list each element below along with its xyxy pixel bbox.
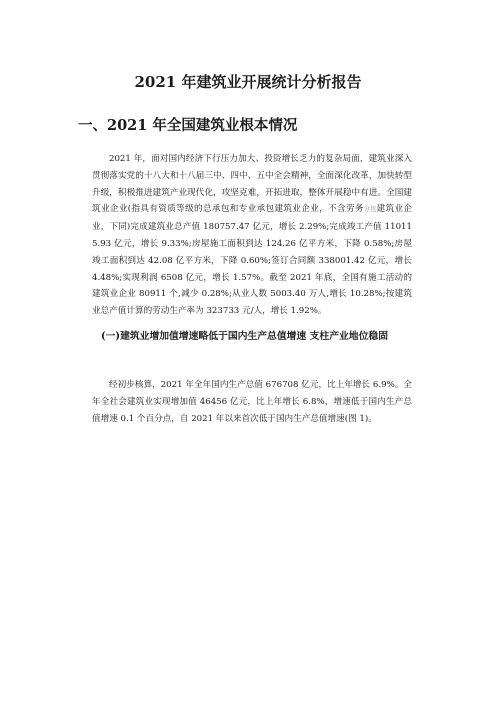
body-paragraph-2: 经初步核算，2021 年全年国内生产总值 676708 亿元，比上年增长 6.9%。全年全社会建筑业实现增加值 46456 亿元，比上年增长 6.8%，增速低于国内生产总值增速 0.1 个百分点，自 2021 年以来首次低于国内生产总值增速(图 1)。 (92, 380, 412, 424)
subsection-heading: (一)建筑业增加值增速略低于国内生产总值增速 支柱产业地位稳固 (101, 331, 388, 342)
paragraph-1-text-b: 建筑业企业，下同)完成建筑业总产值 180757.47 亿元，增长 2.29%;完成竣工产值 110115.93 亿元，增长 9.33%;房屋施工面积到达 124.26 亿平方米，下降 0.58%;房屋竣工面积到达 42.08 亿平方米，下降 0.60%;签订合同额 338001.42 亿元，增长 4.48%;实现利润 6508 亿元，增长 1.57%。截至 2021 年底，全国有施工活动的建筑业企业 80911 个,减少 0.28%;从业人数 5003.40 万人,增长 10.28%;按建筑业总产值计算的劳动生产率为 323733 元/人，增长 1.92%。 (92, 204, 412, 317)
body-paragraph-1 (92, 151, 412, 320)
paragraph-1-text-a: 2021 年，面对国内经济下行压力加大、投资增长乏力的复杂局面，建筑业深入贯彻落实党的十八大和十八届三中、四中、五中全会精神，全面深化改革，加快转型升级，积极推进建筑产业现代化，攻坚克难，开拓进取，整体开展稳中有进。全国建筑业企业(指具有资质等级的总承包和专业承包建筑业企业，不含劳务 (92, 154, 412, 215)
document-title: 2021 年建筑业开展统计分析报告 (134, 73, 362, 91)
section-heading: 一、2021 年全国建筑业根本情况 (78, 117, 298, 134)
paragraph-1-small-text: 分包 (363, 206, 377, 214)
